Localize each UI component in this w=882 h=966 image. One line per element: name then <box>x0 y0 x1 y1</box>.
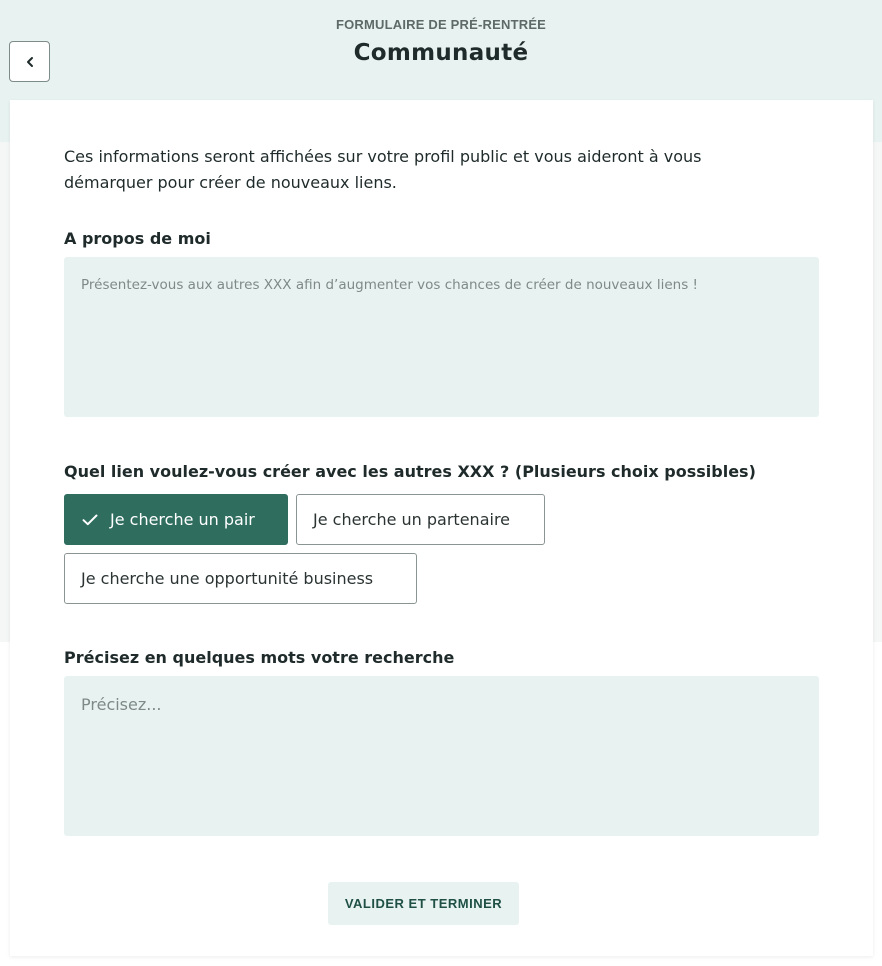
choice-partner-button[interactable] <box>296 494 545 545</box>
choice-label: Je cherche un pair <box>110 510 255 529</box>
form-card <box>10 100 873 956</box>
choice-label: Je cherche une opportunité business <box>81 569 374 588</box>
search-label: Précisez en quelques mots votre recherche <box>64 648 455 667</box>
intro-text: Ces informations seront affichées sur votre profil public et vous aideront à vous démarquer pour créer de nouveaux liens. <box>64 147 702 192</box>
check-icon <box>82 514 98 526</box>
submit-button[interactable]: VALIDER ET TERMINER <box>328 882 519 925</box>
about-textarea[interactable] <box>64 257 819 417</box>
search-textarea[interactable] <box>64 676 819 836</box>
about-label: A propos de moi <box>64 229 211 248</box>
left-gutter <box>0 142 10 642</box>
form-eyebrow: FORMULAIRE DE PRÉ-RENTRÉE <box>335 17 547 32</box>
right-gutter <box>873 142 882 642</box>
link-type-label: Quel lien voulez-vous créer avec les autres XXX ? (Plusieurs choix possibles) <box>64 462 756 481</box>
choice-business-button[interactable] <box>64 553 417 604</box>
choice-label: Je cherche un partenaire <box>313 510 511 529</box>
page-title: Communauté <box>353 40 529 66</box>
choice-pair-button[interactable] <box>64 494 288 545</box>
